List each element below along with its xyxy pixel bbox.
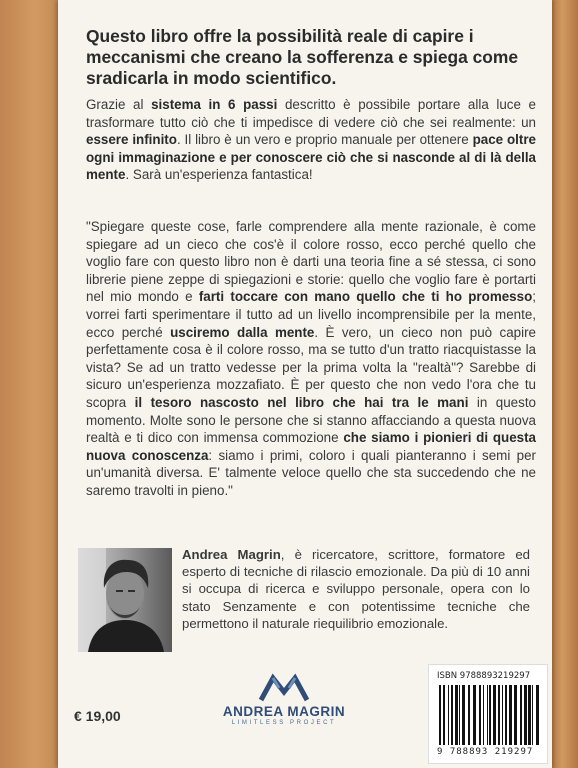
barcode-bar [514,685,517,745]
barcode-bar [473,685,476,745]
isbn-barcode [428,664,548,764]
text-run: . Sarà un'esperienza fantastica! [125,167,313,183]
barcode-bar [489,685,491,745]
barcode-number: 9 788893 219297 [437,747,534,757]
barcode-bar [468,685,470,745]
barcode-bar [455,685,458,745]
barcode-bar [443,685,445,745]
book-back-cover [58,0,552,768]
bold-text-run: il tesoro nascosto nel libro che hai tra le mani [134,394,469,410]
mountain-m-logo-icon [259,672,309,702]
author-bio [182,546,530,632]
text-run: ; vorrei farti sperimentare il tutto ad un livello incomprensibile per la mente, ecco perché [86,289,536,340]
barcode-bar [459,685,460,745]
isbn-label: ISBN 9788893219297 [437,671,531,681]
barcode-bar [528,685,531,745]
barcode-bar [498,685,500,745]
publisher-tagline: LIMITLESS PROJECT [231,720,337,726]
barcode-bar [493,685,496,745]
quote-paragraph [86,218,536,500]
barcode-bar [448,685,449,745]
bold-text-run: sistema in 6 passi [151,97,278,112]
text-run: . Il libro è un vero e proprio manuale per ottenere [176,132,473,148]
barcode-bar [487,685,488,745]
barcode-bar [483,685,484,745]
wooden-table-left [0,0,58,768]
bold-text-run: essere infinito [86,132,177,148]
text-run: Grazie al [86,97,152,112]
description-paragraph [86,96,536,184]
barcode-bar [509,685,512,745]
publisher-name: ANDREA MAGRIN [222,704,346,719]
text-run: in questo momento. Molte sono le persone che si stanno affacciando a questa nuova realtà e ti dico con immensa commozione [86,394,536,446]
price: € 19,00 [74,708,121,724]
text-run: . È vero, un cieco non può capire perfettamente cosa è il colore rosso, ma se tutto d'un tratto riacquistasse la vista? Se ad un tratto vedesse per la prima volta la "realtà"? Sarebbe di sicuro un'esperienza mozzafiato. È per questo che non vedo l'ora che tu scopra [86,324,537,410]
barcode-bar [524,685,527,745]
headline: Questo libro offre la possibilità reale di capire i meccanismi che creano la sofferenza e spiega come sradicarla in modo scientifico. [86,26,519,88]
barcode-bar [532,685,533,745]
bold-text-run: Andrea Magrin [182,547,281,562]
wooden-table-right [552,0,578,768]
barcode-bar [462,685,465,745]
bold-text-run: pace oltre ogni immaginazione e per conoscere ciò che si nasconde al di là della mente [86,132,536,183]
bold-text-run: farti toccare con mano quello che ti ho promesso [198,289,533,305]
text-run: , è ricercatore, scrittore, formatore ed esperto di tecniche di rilascio emozionale. Da più di 10 anni si occupa di ricerca e sviluppo personale, opera con lo stato Senzamente e con potentissime tecniche che permettono il naturale riequilibrio emozionale. [182,547,530,631]
text-run: descritto è possibile portare alla luce e trasformare tutto ciò che ti impedisce di vedere ciò che sei realmente: un [86,97,536,130]
barcode-bar [502,685,503,745]
barcode-bar [439,685,441,745]
barcode-bar [479,685,481,745]
publisher-logo [214,672,354,752]
barcode-bar [451,685,453,745]
barcode-bar [520,685,522,745]
bold-text-run: che siamo i pionieri di questa nuova conoscenza [86,430,536,463]
text-run: : siamo i primi, coloro i quali pianteranno i semi per un'umanità diversa. E' talmente veloce quello che sta succedendo che ne saremo travolti in pieno." [86,447,536,498]
text-run: "Spiegare queste cose, farle comprendere alla mente razionale, è come spiegare ad un cieco che cos'è il colore rosso, ecco perché quello che voglio fare con questo libro non è darti una teoria fine a sé stessa, ci sono librerie piene zeppe di spiegazioni e storie: quello che voglio fare è portarti nel mio mondo e [86,219,536,305]
author-photo [78,548,172,652]
barcode-bar [505,685,507,745]
bold-text-run: usciremo dalla mente [170,324,315,340]
barcode-bar [536,685,539,745]
